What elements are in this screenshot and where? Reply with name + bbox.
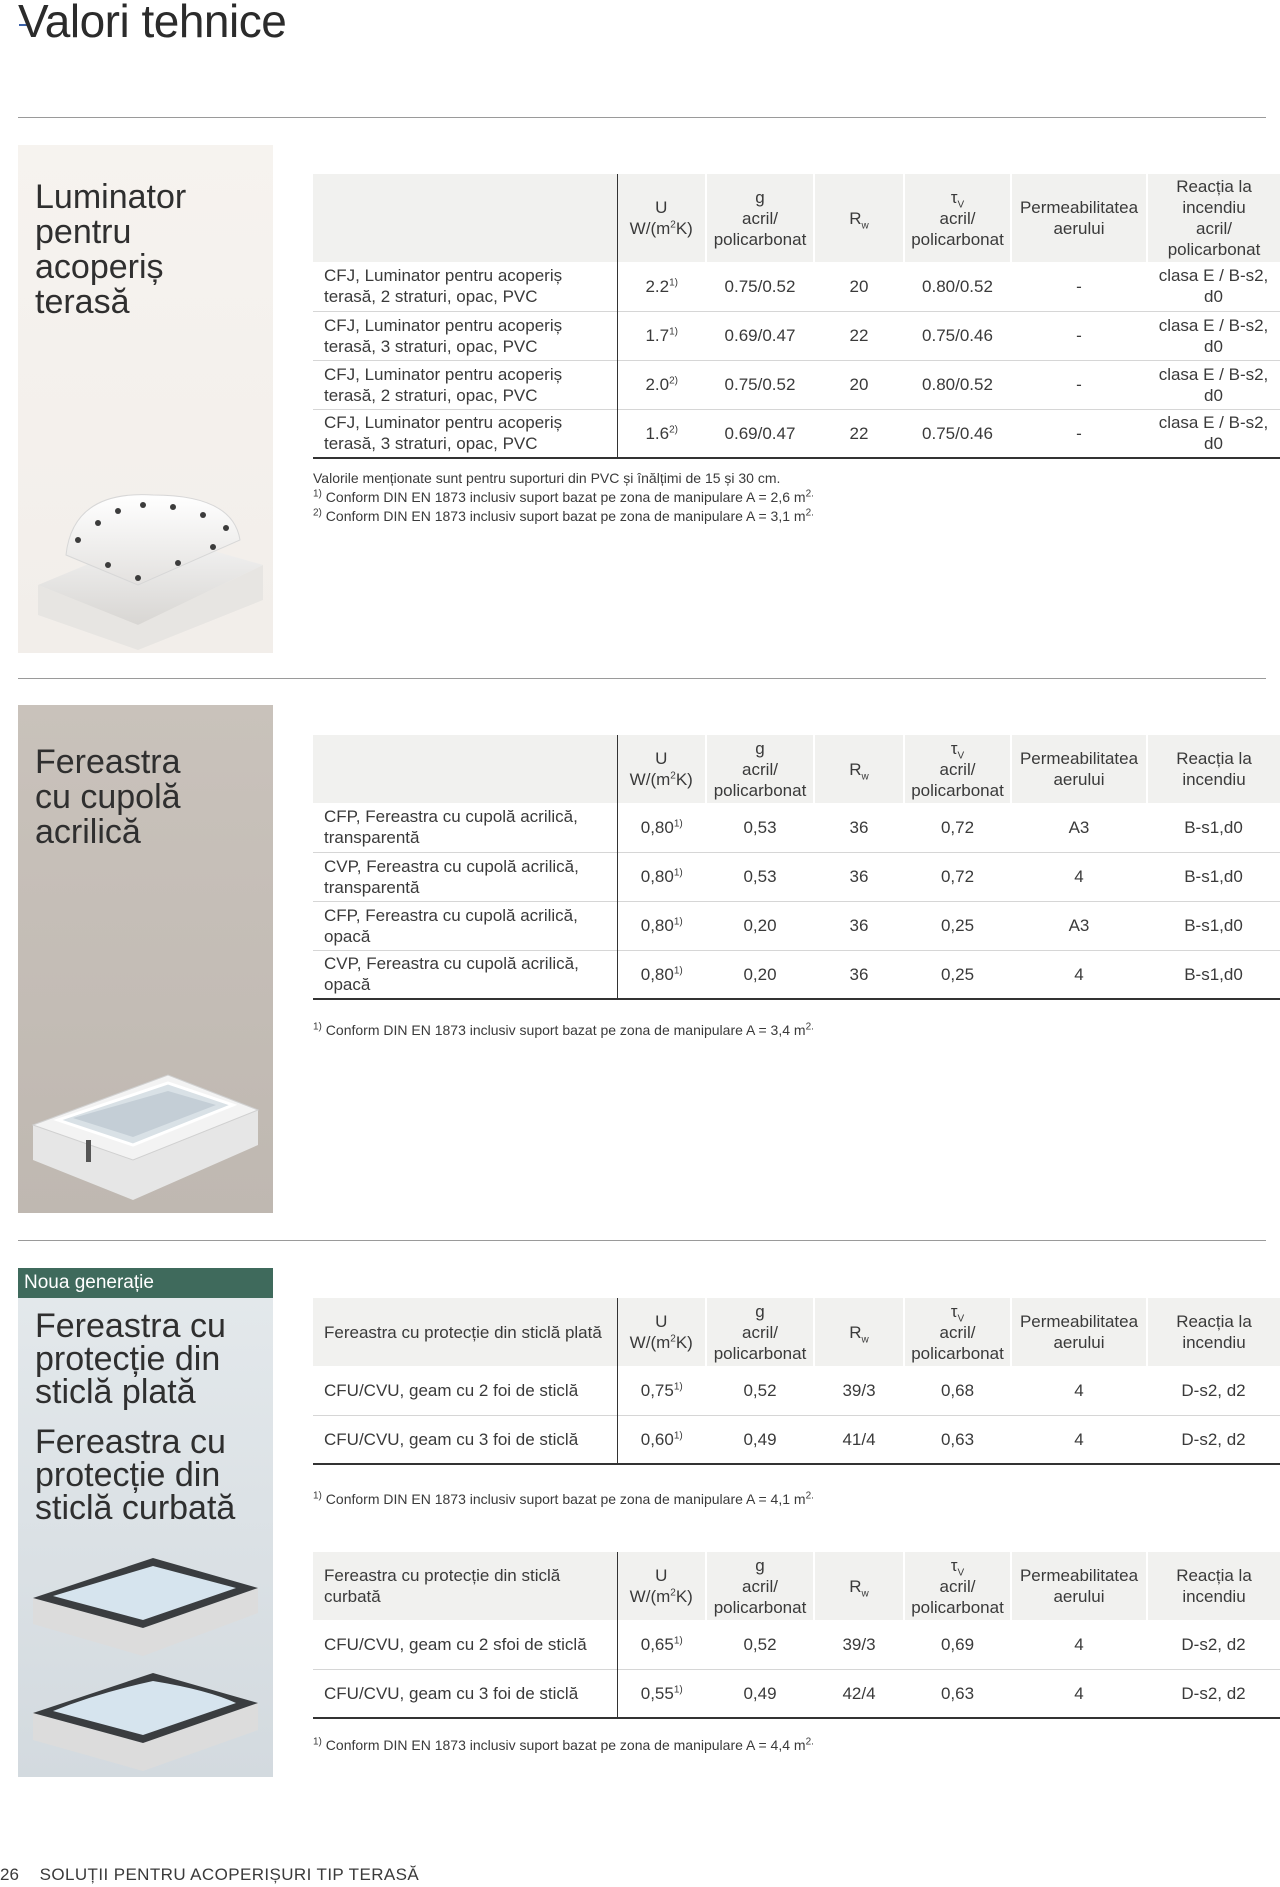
- page-number: 26: [0, 1865, 19, 1884]
- divider: [18, 678, 1266, 679]
- table-cell: 1.6$^{2)}$: [617, 409, 706, 458]
- table-cell: -: [1011, 409, 1147, 458]
- table-cell: 0.69/0.47: [706, 311, 814, 360]
- tau-header: $\tau_V$ acril/ policarbonat: [904, 735, 1011, 803]
- g-header: g acril/ policarbonat: [706, 735, 814, 803]
- footer-section-title: SOLUȚII PENTRU ACOPERIȘURI TIP TERASĂ: [39, 1865, 420, 1884]
- section2-table: [313, 735, 1280, 1000]
- u-header: U $W/(m^2K)$: [617, 1552, 706, 1620]
- table-row: [313, 1415, 1280, 1464]
- table-cell: 0,75$^{1)}$: [640, 1380, 683, 1400]
- product-header: Fereastra cu protecție din sticlă curbată: [313, 1552, 617, 1620]
- table-cell: 0,49: [706, 1415, 814, 1464]
- table-cell: 22: [814, 409, 904, 458]
- table-cell: clasa E / B-s2, d0: [1147, 409, 1280, 458]
- new-generation-badge: Noua generație: [18, 1268, 273, 1298]
- table-cell: 0,53: [743, 817, 777, 837]
- table-row: [313, 950, 1280, 999]
- table-cell: 0,53: [706, 852, 814, 901]
- table-cell: 0,72: [904, 852, 1011, 901]
- table-cell: 42/4: [814, 1669, 904, 1718]
- table-cell: B-s1,d0: [1184, 817, 1243, 837]
- table-cell: CVP, Fereastra cu cupolă acrilică, opacă: [313, 950, 617, 999]
- table-cell: 0,55$^{1)}$: [617, 1669, 706, 1718]
- section3-flat-table: [313, 1298, 1280, 1465]
- tau-header: $\tau_V$ acril/ policarbonat: [904, 1552, 1011, 1620]
- u-header: U $W/(m^2K)$: [617, 1298, 706, 1366]
- table-cell: D-s2, d2: [1147, 1415, 1280, 1464]
- table-cell: D-s2, d2: [1181, 1634, 1246, 1654]
- table-cell: 0,80$^{1)}$: [617, 901, 706, 950]
- luminator-dome-icon: [18, 145, 273, 653]
- table-cell: D-s2, d2: [1181, 1380, 1246, 1400]
- section1-notes: Valorile menționate sunt pentru suporturi din PVC și înălțimi de 15 și 30 cm. $^{1)}$ Conform DIN EN 1873 inclusiv suport bazat pe zona de manipulare A = 2,6 $m^{2.}$ $^{2)}$ Conform DIN EN 1873 inclusiv suport bazat pe zona de manipulare A = 3,1 $m^{2.}$: [313, 470, 814, 524]
- page-footer: [0, 1865, 419, 1885]
- table-cell: 0,20: [706, 950, 814, 999]
- table-cell: clasa E / B-s2, d0: [1147, 311, 1280, 360]
- table-cell: 39/3: [842, 1380, 876, 1400]
- table-cell: CFJ, Luminator pentru acoperiș terasă, 2 straturi, opac, PVC: [313, 262, 617, 311]
- section2-panel: [18, 705, 273, 1213]
- table-cell: CFU/CVU, geam cu 3 foi de sticlă: [313, 1669, 617, 1718]
- table-cell: clasa E / B-s2, d0: [1147, 360, 1280, 409]
- section2-note: $^{1)}$ Conform DIN EN 1873 inclusiv suport bazat pe zona de manipulare A = 3,4 $m^{2.}$: [313, 1021, 814, 1038]
- page-title: Valori tehnice: [18, 0, 287, 47]
- table-cell: 0,52: [743, 1380, 777, 1400]
- table-cell: 0,65$^{1)}$: [640, 1634, 683, 1654]
- rw-header: $R_w$: [814, 1552, 904, 1620]
- table-cell: A3: [1068, 817, 1090, 837]
- table-cell: 0,69: [940, 1634, 975, 1654]
- product-header: [313, 174, 617, 262]
- table-cell: CFP, Fereastra cu cupolă acrilică, transparentă: [313, 803, 617, 852]
- table-cell: 0,80$^{1)}$: [617, 950, 706, 999]
- table-cell: 0.80/0.52: [922, 276, 993, 296]
- section3-panel: [18, 1268, 273, 1777]
- rw-header: $R_w$: [814, 735, 904, 803]
- table-cell: 0.75/0.46: [904, 311, 1011, 360]
- table-cell: 0,68: [940, 1380, 975, 1400]
- table-cell: CFJ, Luminator pentru acoperiș terasă, 3 straturi, opac, PVC: [313, 409, 617, 458]
- table-row: [313, 901, 1280, 950]
- table-cell: 0,63: [904, 1669, 1011, 1718]
- table-cell: 0,80$^{1)}$: [640, 817, 683, 837]
- table-cell: 0,49: [706, 1669, 814, 1718]
- table-row: [313, 1366, 1280, 1415]
- divider: [18, 117, 1266, 118]
- table-cell: A3: [1011, 901, 1147, 950]
- table-cell: 20: [814, 360, 904, 409]
- table-cell: 0,20: [706, 901, 814, 950]
- table-cell: 0,72: [940, 817, 975, 837]
- table-cell: 36: [814, 901, 904, 950]
- table-row: [313, 409, 1280, 458]
- section3-title-curved: Fereastra cu protecție din sticlă curbată: [35, 1423, 236, 1527]
- tau-header: $\tau_V$ acril/ policarbonat: [904, 174, 1011, 262]
- table-cell: clasa E / B-s2, d0: [1158, 266, 1269, 307]
- table-row: [313, 1620, 1280, 1669]
- table-row: [313, 311, 1280, 360]
- table-row: [313, 1669, 1280, 1718]
- table-cell: 22: [814, 311, 904, 360]
- g-header: g acril/ policarbonat: [706, 1298, 814, 1366]
- fire-header: Reacția la incendiu: [1147, 1552, 1280, 1620]
- table-cell: -: [1011, 311, 1147, 360]
- table-cell: 20: [849, 276, 869, 296]
- table-cell: 4: [1011, 950, 1147, 999]
- table-cell: 0,63: [904, 1415, 1011, 1464]
- section1-panel: [18, 145, 273, 653]
- table-cell: B-s1,d0: [1147, 852, 1280, 901]
- table-cell: 4: [1011, 1669, 1147, 1718]
- table-cell: 2.2$^{1)}$: [645, 276, 679, 296]
- table-cell: CFU/CVU, geam cu 2 foi de sticlă: [313, 1366, 617, 1415]
- table-row: [313, 803, 1280, 852]
- table-cell: CFJ, Luminator pentru acoperiș terasă, 2 straturi, opac, PVC: [313, 360, 617, 409]
- table-cell: 36: [814, 852, 904, 901]
- table-cell: 0.80/0.52: [904, 360, 1011, 409]
- product-header: [313, 735, 617, 803]
- table-cell: 1.7$^{1)}$: [617, 311, 706, 360]
- u-header: U $W/(m^2K)$: [617, 735, 706, 803]
- acrylic-dome-window-icon: [18, 705, 273, 1213]
- fire-header: Reacția la incendiu: [1147, 735, 1280, 803]
- table-row: [313, 262, 1280, 311]
- table-cell: CFU/CVU, geam cu 2 sfoi de sticlă: [313, 1620, 617, 1669]
- fire-header: Reacția la incendiu acril/ policarbonat: [1147, 174, 1280, 262]
- divider: [18, 1240, 1266, 1241]
- table-cell: 0.69/0.47: [706, 409, 814, 458]
- table-cell: 36: [849, 817, 869, 837]
- u-header: U $W/(m^2K)$: [617, 174, 706, 262]
- table-cell: CVP, Fereastra cu cupolă acrilică, transparentă: [313, 852, 617, 901]
- perm-header: Permeabilitatea aerului: [1011, 174, 1147, 262]
- section3-title-flat: Fereastra cu protecție din sticlă plată: [35, 1307, 226, 1411]
- fire-header: Reacția la incendiu: [1147, 1298, 1280, 1366]
- table-cell: CFP, Fereastra cu cupolă acrilică, opacă: [313, 901, 617, 950]
- perm-header: Permeabilitatea aerului: [1011, 735, 1147, 803]
- section3-flat-note: $^{1)}$ Conform DIN EN 1873 inclusiv suport bazat pe zona de manipulare A = 4,1 $m^{2.}$: [313, 1490, 814, 1507]
- table-cell: 41/4: [814, 1415, 904, 1464]
- perm-header: Permeabilitatea aerului: [1011, 1298, 1147, 1366]
- table-cell: CFU/CVU, geam cu 3 foi de sticlă: [313, 1415, 617, 1464]
- table-cell: 0,60$^{1)}$: [617, 1415, 706, 1464]
- g-header: g acril/ policarbonat: [706, 1552, 814, 1620]
- table-cell: 4: [1074, 1380, 1084, 1400]
- table-cell: 0.75/0.46: [904, 409, 1011, 458]
- table-cell: -: [1011, 360, 1147, 409]
- table-cell: 0,80$^{1)}$: [617, 852, 706, 901]
- table-cell: 0,25: [904, 950, 1011, 999]
- table-cell: 0.75/0.52: [706, 360, 814, 409]
- tau-header: $\tau_V$ acril/ policarbonat: [904, 1298, 1011, 1366]
- perm-header: Permeabilitatea aerului: [1011, 1552, 1147, 1620]
- product-header: Fereastra cu protecție din sticlă plată: [313, 1298, 617, 1366]
- section2-title: Fereastra cu cupolă acrilică: [35, 743, 181, 851]
- table-cell: 0.75/0.52: [724, 276, 796, 296]
- table-cell: 4: [1074, 1634, 1084, 1654]
- section1-title: Luminator pentru acoperiș terasă: [35, 178, 187, 321]
- section1-table: [313, 174, 1280, 459]
- rw-header: $R_w$: [814, 174, 904, 262]
- table-row: [313, 852, 1280, 901]
- g-header: g acril/ policarbonat: [706, 174, 814, 262]
- table-cell: 4: [1011, 1415, 1147, 1464]
- glass-window-icon: [18, 1268, 273, 1777]
- table-cell: CFJ, Luminator pentru acoperiș terasă, 3 straturi, opac, PVC: [313, 311, 617, 360]
- table-cell: B-s1,d0: [1147, 901, 1280, 950]
- table-cell: 0,52: [743, 1634, 777, 1654]
- table-row: [313, 360, 1280, 409]
- table-cell: -: [1076, 276, 1082, 296]
- section3-curved-note: $^{1)}$ Conform DIN EN 1873 inclusiv suport bazat pe zona de manipulare A = 4,4 $m^{2.}$: [313, 1736, 814, 1753]
- section3-curved-table: [313, 1552, 1280, 1719]
- table-cell: 36: [814, 950, 904, 999]
- table-cell: 2.0$^{2)}$: [617, 360, 706, 409]
- rw-header: $R_w$: [814, 1298, 904, 1366]
- table-cell: 4: [1011, 852, 1147, 901]
- table-cell: D-s2, d2: [1147, 1669, 1280, 1718]
- table-cell: 39/3: [842, 1634, 876, 1654]
- table-cell: 0,25: [904, 901, 1011, 950]
- table-cell: B-s1,d0: [1147, 950, 1280, 999]
